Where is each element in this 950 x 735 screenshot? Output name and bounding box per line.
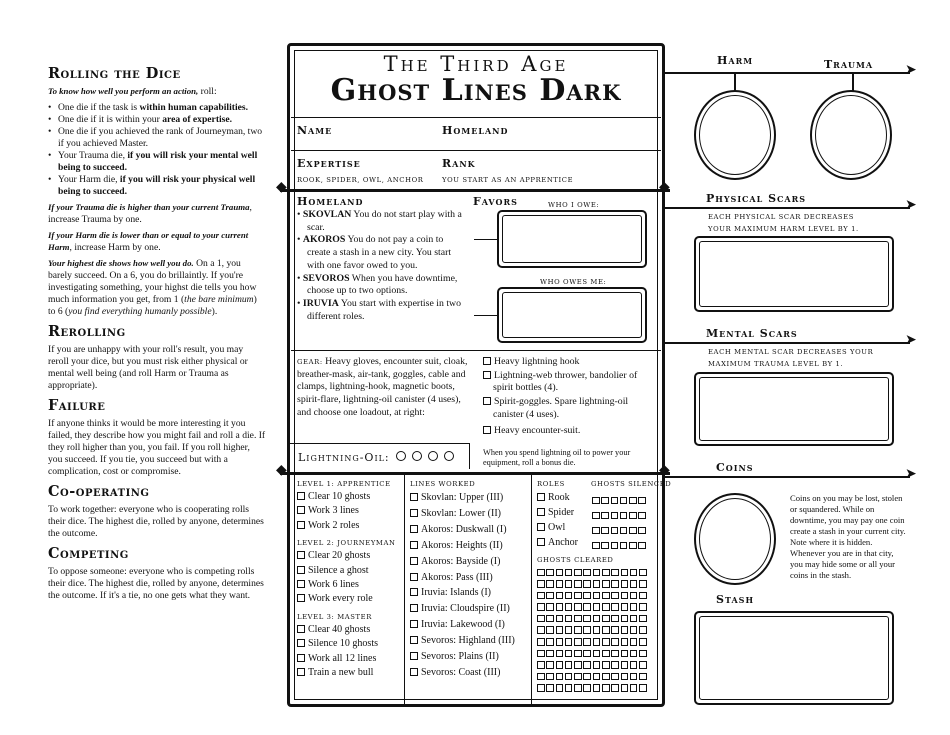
lightning-oil-label: Lightning-Oil:	[298, 451, 454, 464]
homeland-heading: Homeland	[297, 195, 364, 208]
physical-scars-label: Physical Scars	[706, 192, 807, 205]
divider	[291, 150, 661, 151]
failure-heading: Failure	[48, 396, 106, 414]
role-checkbox[interactable]: Owl	[537, 520, 578, 535]
who-owes-me-label: WHO OWES ME:	[540, 278, 607, 286]
oil-use-toggle[interactable]	[412, 451, 422, 461]
loadout-option[interactable]: Heavy encounter-suit.	[483, 425, 658, 438]
loadout-option[interactable]: Lightning-web thrower, bandolier of spirit bottles (4).	[483, 370, 658, 395]
list-item: • SEVOROS When you have downtime, choose up to two options.	[297, 272, 458, 297]
list-item: • One die if it is within your area of expertise.	[48, 114, 266, 126]
lines-heading: LINES WORKED	[410, 480, 476, 488]
who-owes-me-box[interactable]	[497, 287, 647, 343]
arrow-icon: ➤	[905, 467, 917, 482]
roles-heading: ROLES	[537, 480, 565, 488]
trauma-rule: If your Trauma die is higher than your current Trauma, increase Trauma by one.	[48, 201, 252, 225]
oil-note: When you spend lightning oil to power your equipment, roll a bonus die.	[483, 448, 631, 467]
rank-label: Rank	[442, 157, 476, 170]
oil-use-toggle[interactable]	[428, 451, 438, 461]
rank-hint: YOU START AS AN APPRENTICE	[442, 176, 574, 184]
line-checkbox[interactable]: Sevoros: Plains (II)	[410, 649, 530, 665]
line-checkbox[interactable]: Sevoros: Coast (III)	[410, 665, 530, 681]
line-checkbox[interactable]: Iruvia: Islands (I)	[410, 585, 530, 601]
role-checkbox[interactable]: Spider	[537, 505, 578, 520]
levels-column	[297, 478, 402, 680]
advance-checkbox[interactable]: Clear 10 ghosts	[297, 490, 402, 504]
roles-list	[537, 490, 578, 550]
name-label: Name	[297, 124, 333, 137]
trauma-tracker[interactable]	[810, 90, 892, 180]
line-checkbox[interactable]: Iruvia: Lakewood (I)	[410, 617, 530, 633]
advance-checkbox[interactable]: Work 3 lines	[297, 504, 402, 518]
arrow-icon: ➤	[905, 333, 917, 348]
line-checkbox[interactable]: Iruvia: Cloudspire (II)	[410, 601, 530, 617]
trauma-label: Trauma	[824, 58, 874, 71]
oil-use-toggle[interactable]	[396, 451, 406, 461]
rolling-intro: To know how well you perform an action,	[48, 86, 199, 97]
who-i-owe-box[interactable]	[497, 210, 647, 268]
loadout-option[interactable]: Heavy lightning hook	[483, 356, 658, 369]
rolling-list	[48, 102, 266, 198]
advance-checkbox[interactable]: Work 2 roles	[297, 519, 402, 533]
arrow-icon: ◆	[659, 180, 670, 195]
coins-note: Coins on you may be lost, stolen or squandered. While on downtime, you may pay one coin create a stash in your current city. Note where it is hidden. Whenever you are in that city, you may hide some or all your coins in the stash.	[790, 493, 906, 580]
competing-text: To oppose someone: everyone who is competing rolls their dice. The highest die, rolled by anyone, determines the outcome. If it's a tie, no one gets what they want.	[48, 566, 264, 602]
advance-checkbox[interactable]: Silence 10 ghosts	[297, 637, 402, 651]
sheet-subtitle: The Third Age	[383, 52, 569, 76]
line-checkbox[interactable]: Akoros: Heights (II)	[410, 538, 530, 554]
arrow-icon: ➤	[905, 63, 917, 78]
line-checkbox[interactable]: Skovlan: Lower (II)	[410, 506, 530, 522]
harm-tracker[interactable]	[694, 90, 776, 180]
cooperating-heading: Co-operating	[48, 482, 150, 500]
lines-column	[410, 478, 530, 681]
advance-checkbox[interactable]: Work 6 lines	[297, 578, 402, 592]
expertise-hint: ROOK, SPIDER, OWL, ANCHOR	[297, 176, 424, 184]
loadout-list	[483, 356, 658, 437]
line-checkbox[interactable]: Sevoros: Highland (III)	[410, 633, 530, 649]
sheet-title: Ghost Lines Dark	[330, 73, 622, 108]
advance-checkbox[interactable]: Work every role	[297, 592, 402, 606]
physical-scars-box[interactable]	[694, 236, 894, 312]
level-3-heading: LEVEL 3: MASTER	[297, 612, 372, 621]
list-item: • One die if you achieved the rank of Journeyman, two if you achieved Master.	[48, 126, 266, 150]
arrow-icon: ◆	[276, 463, 287, 478]
oil-use-toggle[interactable]	[444, 451, 454, 461]
level-1-heading: LEVEL 1: APPRENTICE	[297, 480, 391, 488]
arrow-icon: ◆	[659, 463, 670, 478]
harm-rule: If your Harm die is lower than or equal to your current Harm, increase Harm by one.	[48, 229, 249, 253]
homeland-label: Homeland	[442, 124, 509, 137]
advance-checkbox[interactable]: Train a new bull	[297, 666, 402, 680]
who-i-owe-label: WHO I OWE:	[548, 201, 600, 209]
silenced-heading: GHOSTS SILENCED	[591, 480, 672, 488]
stash-box[interactable]	[694, 611, 894, 705]
mental-scars-note: EACH MENTAL SCAR DECREASES YOUR MAXIMUM TRAUMA LEVEL BY 1.	[708, 348, 874, 368]
divider	[291, 350, 661, 351]
rerolling-text: If you are unhappy with your roll's result, you may reroll your dice, but you must risk either physical or mental well being (and roll Harm or Trauma as appropriate).	[48, 343, 248, 391]
arrow-icon: ◆	[276, 180, 287, 195]
level-2-heading: LEVEL 2: JOURNEYMAN	[297, 539, 396, 548]
list-item: • Your Harm die, if you will risk your physical well being to succeed.	[48, 174, 266, 198]
cooperating-text: To work together: everyone who is cooperating rolls their dice. The highest die, rolled by anyone, determines the outcome.	[48, 504, 264, 540]
divider-bar	[280, 472, 670, 475]
advance-checkbox[interactable]: Clear 40 ghosts	[297, 623, 402, 637]
mental-scars-label: Mental Scars	[706, 327, 798, 340]
list-item: • Your Trauma die, if you will risk your mental well being to succeed.	[48, 150, 266, 174]
mental-scars-box[interactable]	[694, 372, 894, 446]
stash-label: Stash	[716, 593, 755, 606]
role-checkbox[interactable]: Rook	[537, 490, 578, 505]
highest-die-rule: Your highest die shows how well you do. On a 1, you barely succeed. On a 6, you do brillaintly. If you're investigating something, your highst die tells you how much information you get, from 1 (the bare minimum) to 6 (you find everything humanly possible).	[48, 257, 257, 317]
rerolling-heading: Rerolling	[48, 322, 126, 340]
advance-checkbox[interactable]: Work all 12 lines	[297, 652, 402, 666]
advance-checkbox[interactable]: Silence a ghost	[297, 564, 402, 578]
list-item: • AKOROS You do not pay a coin to create a stash in a new city. You start with one favor owed to you.	[297, 234, 452, 271]
harm-label: Harm	[717, 54, 754, 67]
cleared-heading: GHOSTS CLEARED	[537, 556, 614, 564]
coins-label: Coins	[716, 461, 754, 474]
line-checkbox[interactable]: Akoros: Pass (III)	[410, 570, 530, 586]
divider	[291, 117, 661, 118]
loadout-option[interactable]: Spirit-goggles. Spare lightning-oil canister (4 uses).	[483, 396, 658, 421]
gear-text: GEAR: Heavy gloves, encounter suit, cloak, breather-mask, air-tank, goggles, cable and clamps, lightning-hook, magnetic boots, spirit-flare, lightning-oil canister (4 uses), and choose one loadout, at right:	[297, 356, 468, 418]
competing-heading: Competing	[48, 545, 129, 563]
advance-checkbox[interactable]: Clear 20 ghosts	[297, 549, 402, 563]
rolling-heading: Rolling the Dice	[48, 65, 181, 82]
failure-text: If anyone thinks it would be more interesting it you failed, they describe how you might fail and roll a die. If they roll higher than you, you fail. If you roll higher, you succeed. If you tie, you succeed but with a complication, cost or compromise.	[48, 418, 266, 477]
favors-heading: Favors	[473, 195, 518, 208]
coins-tracker[interactable]	[694, 493, 776, 585]
physical-scars-note: EACH PHYSICAL SCAR DECREASES YOUR MAXIMUM HARM LEVEL BY 1.	[708, 213, 859, 233]
role-checkbox[interactable]: Anchor	[537, 535, 578, 550]
list-item: • One die if the task is within human capabilities.	[48, 102, 266, 114]
ghosts-cleared-grid[interactable]	[537, 566, 659, 694]
expertise-label: Expertise	[297, 157, 361, 170]
list-item: • IRUVIA You start with expertise in two different roles.	[297, 298, 462, 322]
list-item: • SKOVLAN You do not start play with a scar.	[297, 209, 462, 233]
rules-column: Rolling the Dice To know how well you perform an action, roll: • One die if the task is within human capabilities. • One die if it is within your area of expertise. • One die if you achieved the rank of Journeyman, two if you achieved Master. • Your Trauma die, if you will risk your mental well being to succeed. • Your Harm die, if you will risk your physical well being to succeed. If your Trauma die is higher than your current Trauma, increase Trauma by one. If your Harm die is lower than or equal to your current Harm, increase Harm by one. Your highest die shows how well you do. On a 1, you barely succeed. On a 6, you do brillaintly. If you're investigating something, your highst die tells you how much information you get, from 1 (the bare minimum) to 6 (you find everything humanly possible). Rerolling If you are unhappy with your roll's result, you may reroll your dice, but you must risk either physical or mental well being (and roll Harm or Trauma as appropriate). Failure If anyone thinks it would be more interesting it you failed, they describe how you might fail and roll a die. If they roll higher than you, you fail. If you roll higher, you succeed. If you tie, you succeed but with a complication, cost or compromise. Co-operating To work together: everyone who is cooperating rolls their dice. The highest die, rolled by anyone, determines the outcome. Competing To oppose someone: everyone who is competing rolls their dice. The highest die, rolled by anyone, determines the outcome. If it's a tie, no one gets what they want.	[48, 60, 266, 606]
homeland-list	[297, 209, 462, 324]
line-checkbox[interactable]: Skovlan: Upper (III)	[410, 490, 530, 506]
ghosts-silenced-grid[interactable]	[592, 492, 654, 552]
line-checkbox[interactable]: Akoros: Bayside (I)	[410, 554, 530, 570]
arrow-icon: ➤	[905, 198, 917, 213]
divider-bar	[280, 189, 670, 192]
line-checkbox[interactable]: Akoros: Duskwall (I)	[410, 522, 530, 538]
